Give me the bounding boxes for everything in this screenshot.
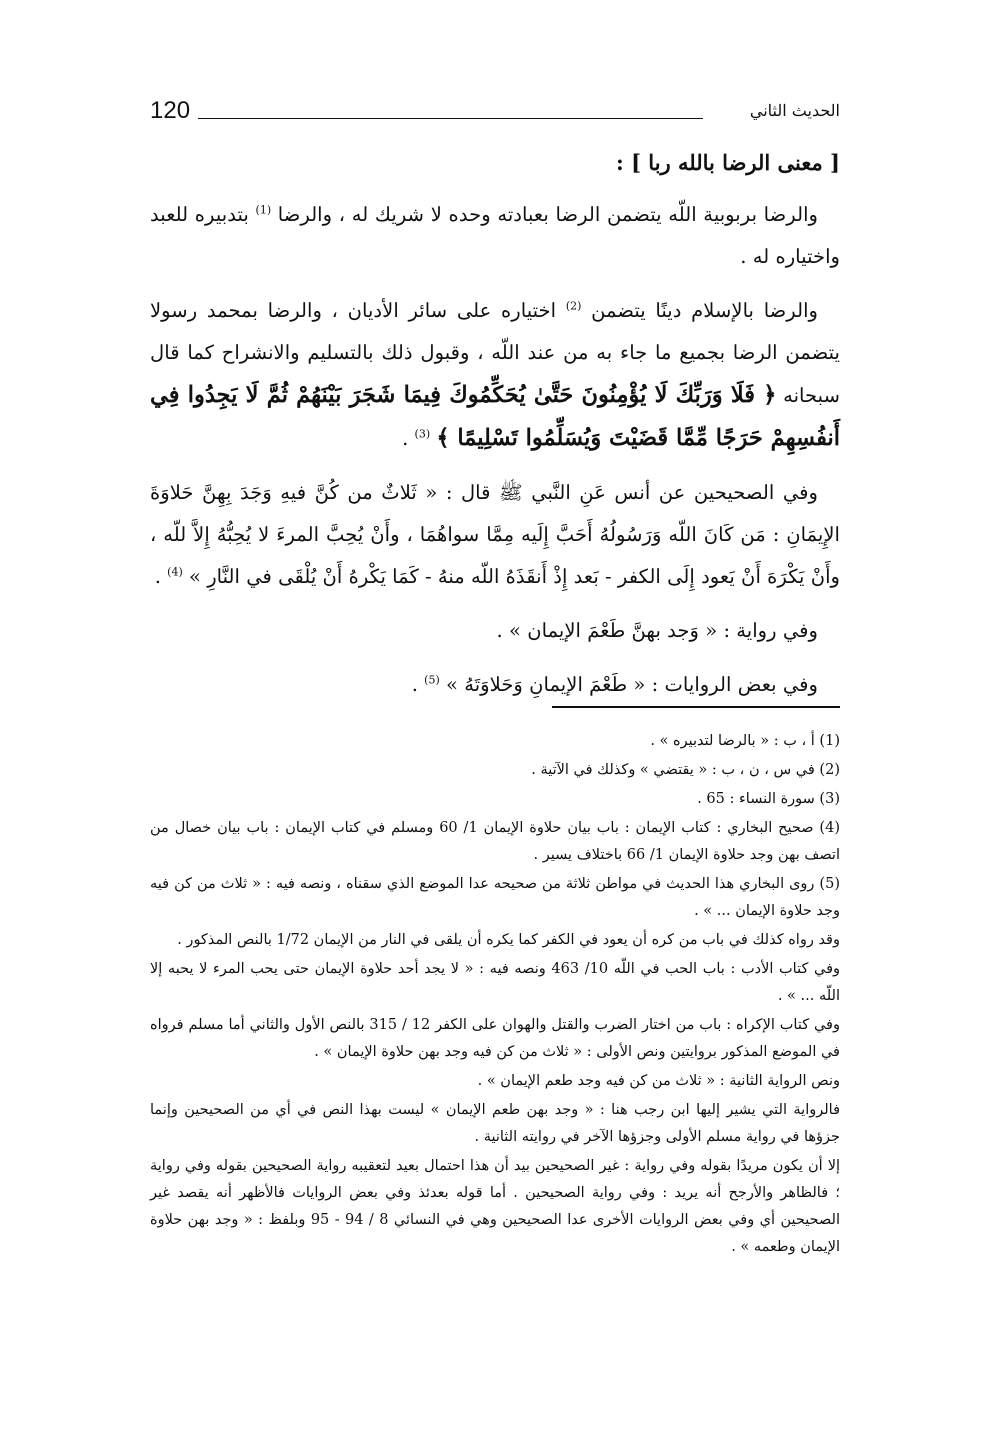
paragraph-3-text-b: . bbox=[154, 565, 168, 588]
footnote-5-part-d: وفي كتاب الإكراه : باب من اختار الضرب والقتل والهوان على الكفر 12 / 315 بالنص الأول والثاني أما مسلم فرواه في الموضع المذكور بروايتين ونص الأولى : « ثلاث من كن فيه وجد بهن حلاوة الإيمان » . bbox=[150, 1017, 840, 1060]
footnote-5-part-c: وفي كتاب الأدب : باب الحب في اللّه 10/ 463 ونصه فيه : « لا يجد أحد حلاوة الإيمان حتى يحب المرء لا يحبه إلا اللّه ... » . bbox=[150, 961, 841, 1004]
paragraph-1-text-a: والرضا بربوبية اللّه يتضمن الرضا بعبادته وحده لا شريك له ، والرضا bbox=[271, 203, 818, 226]
footnote-5-part-g: إلا أن يكون مريدًا بقوله وفي رواية : غير الصحيحين بيد أن هذا احتمال بعيد لتعقيبه رواية الصحيحين بقوله وفي رواية ؛ فالظاهر والأرجح أنه يريد : وفي رواية الصحيحين . أما قوله بعدئذ وفي بعض الروايات فالأظهر أنه يقصد غير الصحيحين أي وفي بعض الروايات الأخرى عدا الصحيحين وهي في النسائي 8 / 94 - 95 وبلفظ : « وجد بهن حلاوة الإيمان وطعمه » . bbox=[150, 1158, 840, 1255]
footnote-ref-5[interactable]: (5) bbox=[424, 673, 440, 687]
paragraph-4: وفي رواية : « وَجد بهنَّ طَعْمَ الإيمان » . bbox=[496, 619, 818, 642]
paragraph-2-text-b: اختياره على سائر الأديان ، والرضا بمحمد رسولا يتضمن الرضا بجميع ما جاء به من عند اللّه ، وقبول ذلك بالتسليم والانشراح كما قال سبحانه bbox=[150, 299, 840, 407]
paragraph-2 bbox=[150, 290, 840, 460]
footnote-ref-3[interactable]: (3) bbox=[414, 427, 431, 441]
footnote-separator bbox=[552, 706, 840, 708]
running-title: الحديث الثاني bbox=[749, 101, 840, 120]
page-header bbox=[150, 96, 840, 136]
footnote-5-part-e: ونص الرواية الثانية : « ثلاث من كن فيه وجد طعم الإيمان » . bbox=[477, 1073, 840, 1089]
header-rule bbox=[198, 118, 703, 119]
paragraph-1-text-b: بتدبيره للعبد واختياره له . bbox=[150, 203, 840, 268]
section-title: [ معنى الرضا بالله ربا ] : bbox=[616, 150, 840, 175]
paragraph-1 bbox=[150, 194, 840, 278]
footnote-3: (3) سورة النساء : 65 . bbox=[697, 791, 840, 807]
footnote-ref-4[interactable]: (4) bbox=[167, 565, 183, 579]
paragraph-3 bbox=[150, 472, 840, 598]
hadith-text: وفي الصحيحين عن أنس عَنِ النَّبي ﷺ قال : « ثَلاثٌ من كُنَّ فيهِ وَجَدَ بِهِنَّ حَلاوَةَ الإِيمَانِ : مَن كَانَ اللّه وَرَسُولُهُ أَحَبَّ إِلَيه مِمَّا سواهُمَا ، وأَنْ يُحِبَّ المرءَ لا يُحِبُّهُ إِلاَّ للّه ، وأَنْ يَكْرَهَ أَنْ يَعود إِلَى الكفر - بَعد إِذْ أَنقَذَهُ اللّه منهُ - كَمَا يَكْرهُ أَنْ يُلْقَى في النَّارِ » bbox=[150, 481, 840, 588]
footnote-4: (4) صحيح البخاري : كتاب الإيمان : باب بيان حلاوة الإيمان 1/ 60 ومسلم في كتاب الإيمان : باب بيان خصال من اتصف بهن وجد حلاوة الإيمان 1/ 66 باختلاف يسير . bbox=[150, 820, 840, 863]
paragraph-5-text-b: . bbox=[411, 673, 425, 696]
page-number: 120 bbox=[150, 97, 191, 124]
footnote-5-part-f: فالرواية التي يشير إليها ابن رجب هنا : « وجد بهن طعم الإيمان » ليست بهذا النص في أي من الصحيحين وإنما جزؤها في رواية مسلم الأولى وجزؤها الآخر في روايته الثانية . bbox=[150, 1102, 840, 1145]
footnote-5: (5) روى البخاري هذا الحديث في مواطن ثلاثة من صحيحه عدا الموضع الذي سقناه ، ونصه فيه : « ثلاث من كن فيه وجد حلاوة الإيمان ... » . bbox=[150, 876, 840, 919]
footnotes bbox=[150, 728, 840, 1263]
quran-verse: ﴿ فَلَا وَرَبِّكَ لَا يُؤْمِنُونَ حَتَّىٰ يُحَكِّمُوكَ فِيمَا شَجَرَ بَيْنَهُمْ ثُمَّ لَا يَجِدُوا فِي أَنفُسِهِمْ حَرَجًا مِّمَّا قَضَيْتَ وَيُسَلِّمُوا تَسْلِيمًا ﴾ bbox=[150, 382, 840, 451]
paragraph-2-text-a: والرضا بالإسلام دينًا يتضمن bbox=[581, 299, 818, 322]
paragraph-2-text-c: . bbox=[402, 427, 415, 450]
footnote-ref-2[interactable]: (2) bbox=[565, 299, 582, 313]
paragraph-5-text-a: وفي بعض الروايات : « طَعْمَ الإيمانِ وَحَلاوَتَهُ » bbox=[439, 673, 818, 696]
paragraph-5 bbox=[150, 664, 840, 706]
footnote-1: (1) أ ، ب : « بالرضا لتدبيره » . bbox=[650, 733, 840, 749]
footnote-ref-1[interactable]: (1) bbox=[255, 203, 272, 217]
main-text bbox=[150, 146, 840, 718]
footnote-2: (2) في س ، ن ، ب : « يقتضي » وكذلك في الآتية . bbox=[531, 762, 840, 778]
footnote-5-part-b: وقد رواه كذلك في باب من كره أن يعود في الكفر كما يكره أن يلقى في النار من الإيمان 1/72 بالنص المذكور . bbox=[177, 932, 840, 948]
